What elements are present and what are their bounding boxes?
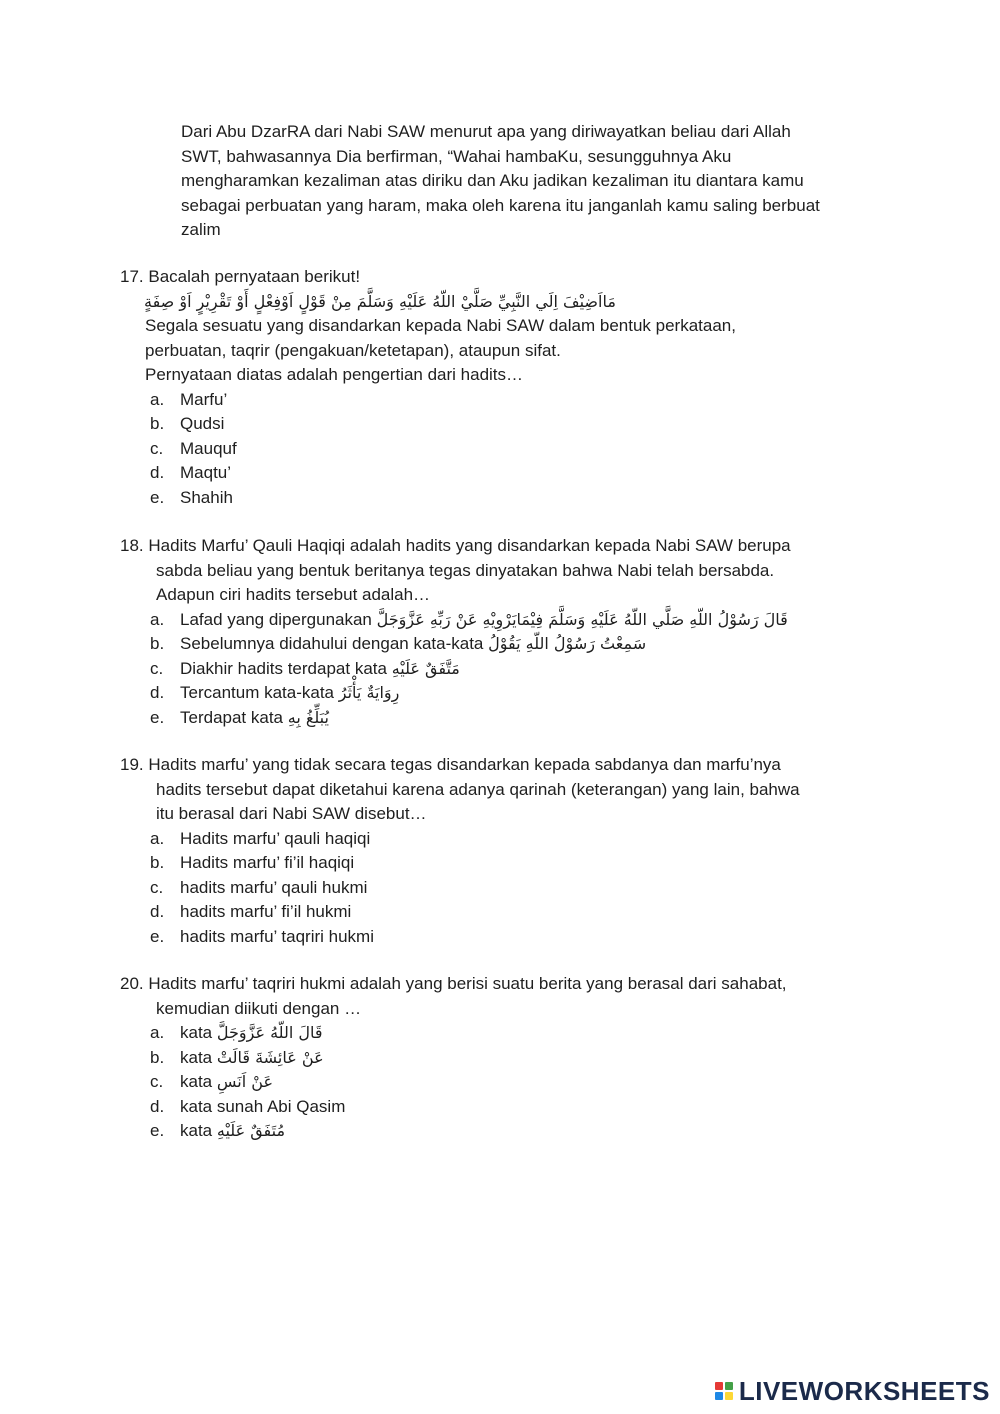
logo-squares-icon xyxy=(715,1382,733,1400)
arabic-phrase: عَنْ عَائِشَةَ قَالَتْ xyxy=(216,1047,324,1067)
question-18-body-line: sabda beliau yang bentuk beritanya tegas dinyatakan bahwa Nabi telah bersabda. xyxy=(156,560,775,580)
question-19-body-line: hadits tersebut dapat diketahui karena adanya qarinah (keterangan) yang lain, bahwa xyxy=(156,779,800,799)
option-a[interactable]: a. kata قَالَ اللّهُ عَزَّوَجَلَّ xyxy=(120,1021,880,1046)
option-a[interactable]: a. Hadits marfu’ qauli haqiqi xyxy=(150,828,371,848)
option-b[interactable]: b. Qudsi xyxy=(150,414,225,433)
intro-line: SWT, bahwasannya Dia berfirman, “Wahai hambaKu, sesungguhnya Aku xyxy=(181,146,732,166)
option-b[interactable]: b. Sebelumnya didahului dengan kata-kata سَمِعْتُ رَسُوْلُ اللّهِ يَقُوْلُ xyxy=(120,632,880,657)
option-d[interactable]: d. Maqtu’ xyxy=(150,463,232,482)
logo-square xyxy=(715,1382,723,1390)
option-a[interactable]: a. Lafad yang dipergunakan قَالَ رَسُوْلُ اللّهِ صَلَّي اللّهُ عَلَيْهِ وَسَلَّمَ فِيْمَايَرْوِيْهِ عَنْ رَبِّهِ عَزَّوَجَلَّ xyxy=(120,608,880,633)
question-20-head: 20. Hadits marfu’ taqriri hukmi adalah yang berisi suatu berita yang berasal dari sahabat, xyxy=(120,974,787,993)
question-20 xyxy=(120,972,880,1144)
question-17-head: 17. Bacalah pernyataan berikut! xyxy=(120,267,361,286)
question-20-body-line: kemudian diikuti dengan … xyxy=(156,998,362,1018)
question-17-body-line: Pernyataan diatas adalah pengertian dari hadits… xyxy=(145,365,524,384)
intro-paragraph xyxy=(181,120,881,243)
question-17 xyxy=(120,265,880,510)
question-17-arabic xyxy=(120,290,880,315)
arabic-phrase: سَمِعْتُ رَسُوْلُ اللّهِ يَقُوْلُ xyxy=(488,634,647,653)
logo-square xyxy=(725,1392,733,1400)
arabic-phrase: يُبَلِّغُ بِهِ xyxy=(287,707,329,727)
option-a[interactable]: a. Marfu’ xyxy=(150,389,228,409)
arabic-phrase: قَالَ رَسُوْلُ اللّهِ صَلَّي اللّهُ عَلَيْهِ وَسَلَّمَ فِيْمَايَرْوِيْهِ عَنْ رَبِّهِ عَزَّوَجَلَّ xyxy=(376,609,788,629)
option-b[interactable]: b. kata عَنْ عَائِشَةَ قَالَتْ xyxy=(120,1046,880,1071)
logo-square xyxy=(725,1382,733,1390)
arabic-phrase: مَتَّفَقٌ عَلَيْهِ xyxy=(391,658,460,678)
logo-text: LIVEWORKSHEETS xyxy=(738,1375,990,1406)
arabic-phrase: عَنْ اَنَسِ xyxy=(216,1072,273,1091)
question-19-head: 19. Hadits marfu’ yang tidak secara tegas disandarkan kepada sabdanya dan marfu’nya xyxy=(120,755,781,774)
option-c[interactable]: c. Diakhir hadits terdapat kata مَتَّفَقٌ عَلَيْهِ xyxy=(120,657,880,682)
option-b[interactable]: b. Hadits marfu’ fi’il haqiqi xyxy=(150,853,355,872)
option-c[interactable]: c. kata عَنْ اَنَسِ xyxy=(120,1070,880,1095)
question-17-body-line: Segala sesuatu yang disandarkan kepada Nabi SAW dalam bentuk perkataan, xyxy=(145,316,736,335)
liveworksheets-logo[interactable] xyxy=(715,1374,990,1408)
intro-line: sebagai perbuatan yang haram, maka oleh karena itu janganlah kamu saling berbuat xyxy=(181,195,820,215)
intro-line: Dari Abu DzarRA dari Nabi SAW menurut apa yang diriwayatkan beliau dari Allah xyxy=(181,122,791,141)
option-e[interactable]: e. Shahih xyxy=(150,487,233,507)
logo-square xyxy=(715,1392,723,1400)
arabic-phrase: مُتَفَقٌ عَلَيْهِ xyxy=(216,1121,286,1140)
question-18-body-line: Adapun ciri hadits tersebut adalah… xyxy=(156,585,431,604)
option-e[interactable]: e. kata مُتَفَقٌ عَلَيْهِ xyxy=(120,1119,880,1144)
option-c[interactable]: c. Mauquf xyxy=(150,438,237,458)
option-c[interactable]: c. hadits marfu’ qauli hukmi xyxy=(150,877,368,897)
option-e[interactable]: e. hadits marfu’ taqriri hukmi xyxy=(150,926,374,946)
arabic-phrase: رِوَايَةٌ يَأْثَرُ xyxy=(338,683,400,702)
question-19 xyxy=(120,753,880,949)
option-e[interactable]: e. Terdapat kata يُبَلِّغُ بِهِ xyxy=(120,706,880,731)
option-d[interactable]: d. kata sunah Abi Qasim xyxy=(150,1096,346,1116)
arabic-phrase: قَالَ اللّهُ عَزَّوَجَلَّ xyxy=(216,1023,323,1042)
question-18-head: 18. Hadits Marfu’ Qauli Haqiqi adalah hadits yang disandarkan kepada Nabi SAW berupa xyxy=(120,536,791,555)
question-17-body-line: perbuatan, taqrir (pengakuan/ketetapan), ataupun sifat. xyxy=(145,340,561,360)
intro-line: zalim xyxy=(181,220,221,239)
question-19-body-line: itu berasal dari Nabi SAW disebut… xyxy=(156,804,427,823)
question-17-arabic-text: مَااَضِيْفَ اِلَي النَّبِيِّ صَلَّيْ اللّهُ عَلَيْهِ وَسَلَّمَ مِنْ قَوْلٍ اَوْفِعْلٍ أَوْ تَقْرِيْرٍ اَوْ صِفَةٍ xyxy=(144,291,616,311)
option-d[interactable]: d. Tercantum kata-kata رِوَايَةٌ يَأْثَرُ xyxy=(120,681,880,706)
option-d[interactable]: d. hadits marfu’ fi’il hukmi xyxy=(150,902,352,921)
intro-line: mengharamkan kezaliman atas diriku dan Aku jadikan kezaliman itu diantara kamu xyxy=(181,171,804,190)
question-18 xyxy=(120,534,880,730)
